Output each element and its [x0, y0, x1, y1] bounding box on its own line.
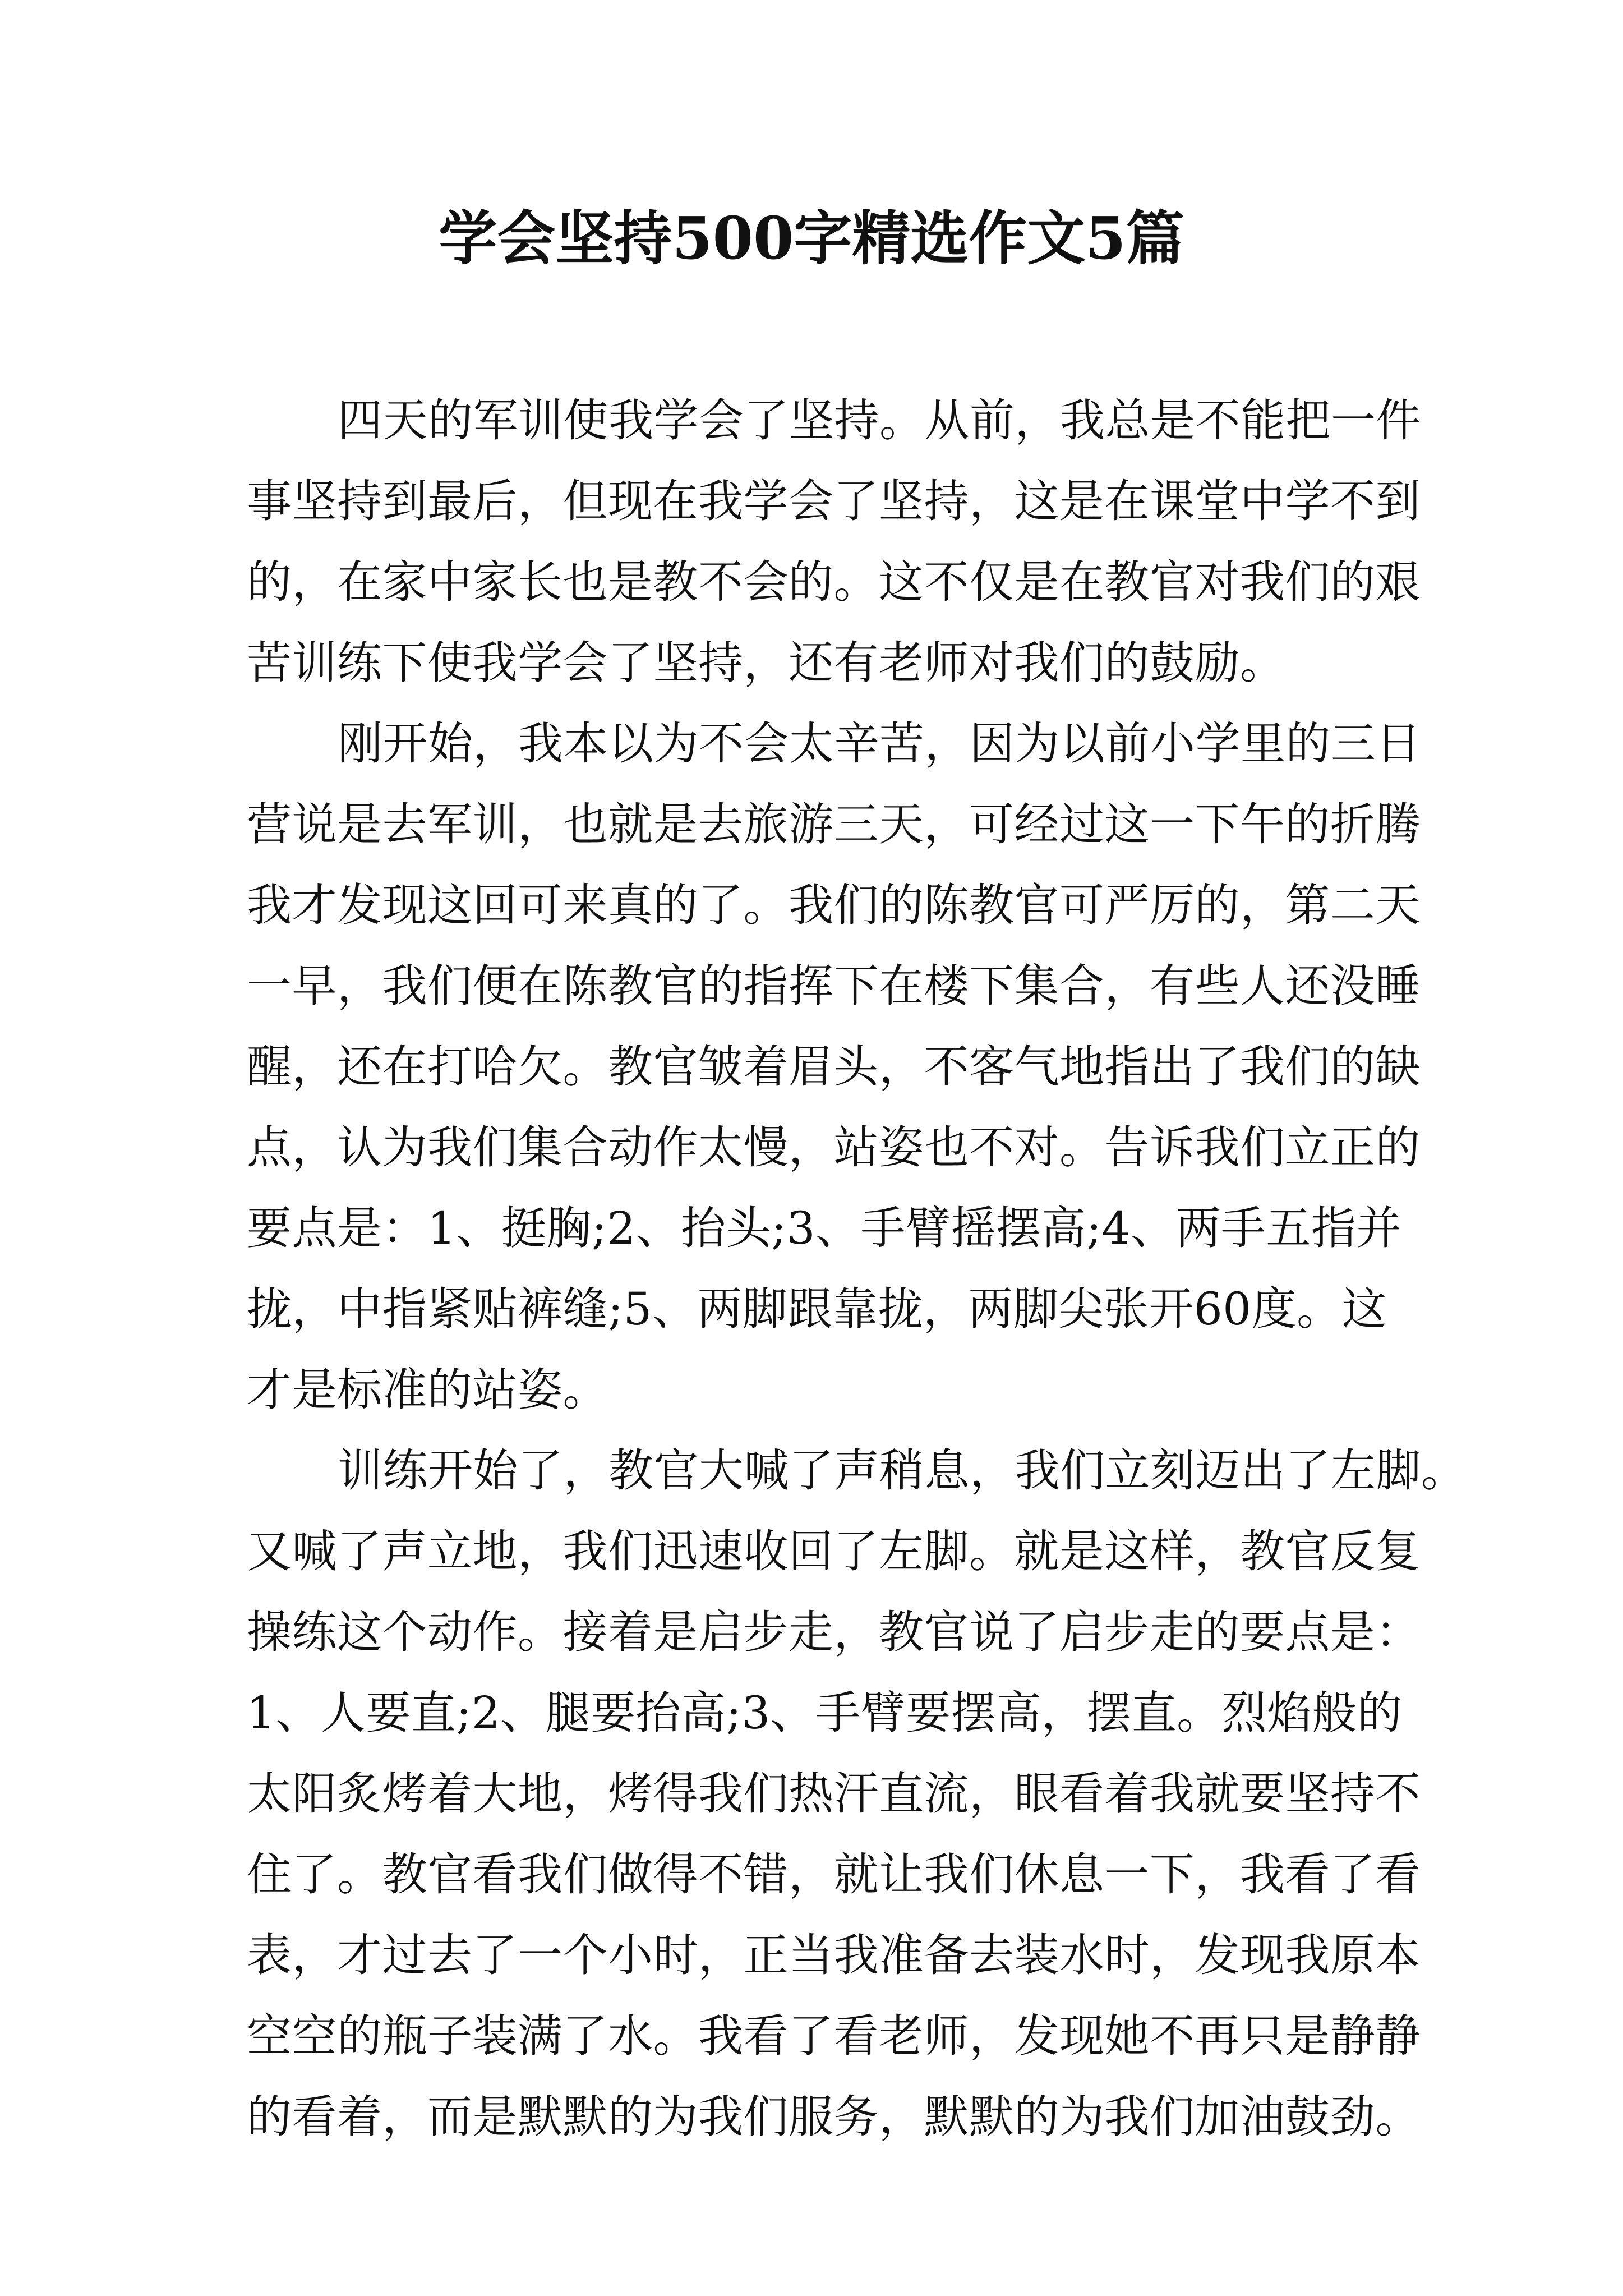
document-body — [247, 380, 1467, 2157]
paragraph-3-line: 太阳炙烤着大地，烤得我们热汗直流，眼看着我就要坚持不 — [247, 1768, 1421, 1820]
paragraph-3-line: 空空的瓶子装满了水。我看了看老师，发现她不再只是静静 — [247, 2010, 1421, 2062]
paragraph-1-line: 事坚持到最后，但现在我学会了坚持，这是在课堂中学不到 — [247, 475, 1421, 527]
paragraph-2-line: 一早，我们便在陈教官的指挥下在楼下集合，有些人还没睡 — [247, 960, 1421, 1012]
paragraph-2-line: 才是标准的站姿。 — [247, 1364, 608, 1416]
paragraph-3-line: 训练开始了，教官大喊了声稍息，我们立刻迈出了左脚。 — [338, 1444, 1467, 1497]
paragraph-3-line: 的看着，而是默默的为我们服务，默默的为我们加油鼓劲。 — [247, 2091, 1421, 2143]
paragraph-1-line: 苦训练下使我学会了坚持，还有老师对我们的鼓励。 — [247, 637, 1285, 689]
paragraph-3-line: 住了。教官看我们做得不错，就让我们休息一下，我看了看 — [247, 1848, 1421, 1901]
paragraph-2-line: 刚开始，我本以为不会太辛苦，因为以前小学里的三日 — [338, 717, 1421, 770]
document-title: 学会坚持500字精选作文5篇 — [439, 204, 1184, 273]
paragraph-2-line: 点，认为我们集合动作太慢，站姿也不对。告诉我们立正的 — [247, 1121, 1421, 1174]
paragraph-3-line: 操练这个动作。接着是启步走，教官说了启步走的要点是： — [247, 1606, 1421, 1658]
paragraph-2-line: 拢，中指紧贴裤缝;5、两脚跟靠拢，两脚尖张开60度。这 — [247, 1283, 1387, 1335]
paragraph-1-line: 四天的军训使我学会了坚持。从前，我总是不能把一件 — [338, 394, 1421, 447]
paragraph-2-line: 营说是去军训，也就是去旅游三天，可经过这一下午的折腾 — [247, 798, 1421, 850]
paragraph-2-line: 我才发现这回可来真的了。我们的陈教官可严厉的，第二天 — [247, 879, 1421, 931]
paragraph-2-line: 醒，还在打哈欠。教官皱着眉头，不客气地指出了我们的缺 — [247, 1041, 1421, 1093]
paragraph-3-line: 又喊了声立地，我们迅速收回了左脚。就是这样，教官反复 — [247, 1525, 1421, 1577]
paragraph-2-line: 要点是：1、挺胸;2、抬头;3、手臂摇摆高;4、两手五指并 — [247, 1202, 1401, 1254]
paragraph-1-line: 的，在家中家长也是教不会的。这不仅是在教官对我们的艰 — [247, 556, 1421, 608]
paragraph-3-line: 1、人要直;2、腿要抬高;3、手臂要摆高，摆直。烈焰般的 — [247, 1687, 1403, 1739]
paragraph-3-line: 表，才过去了一个小时，正当我准备去装水时，发现我原本 — [247, 1929, 1421, 1981]
